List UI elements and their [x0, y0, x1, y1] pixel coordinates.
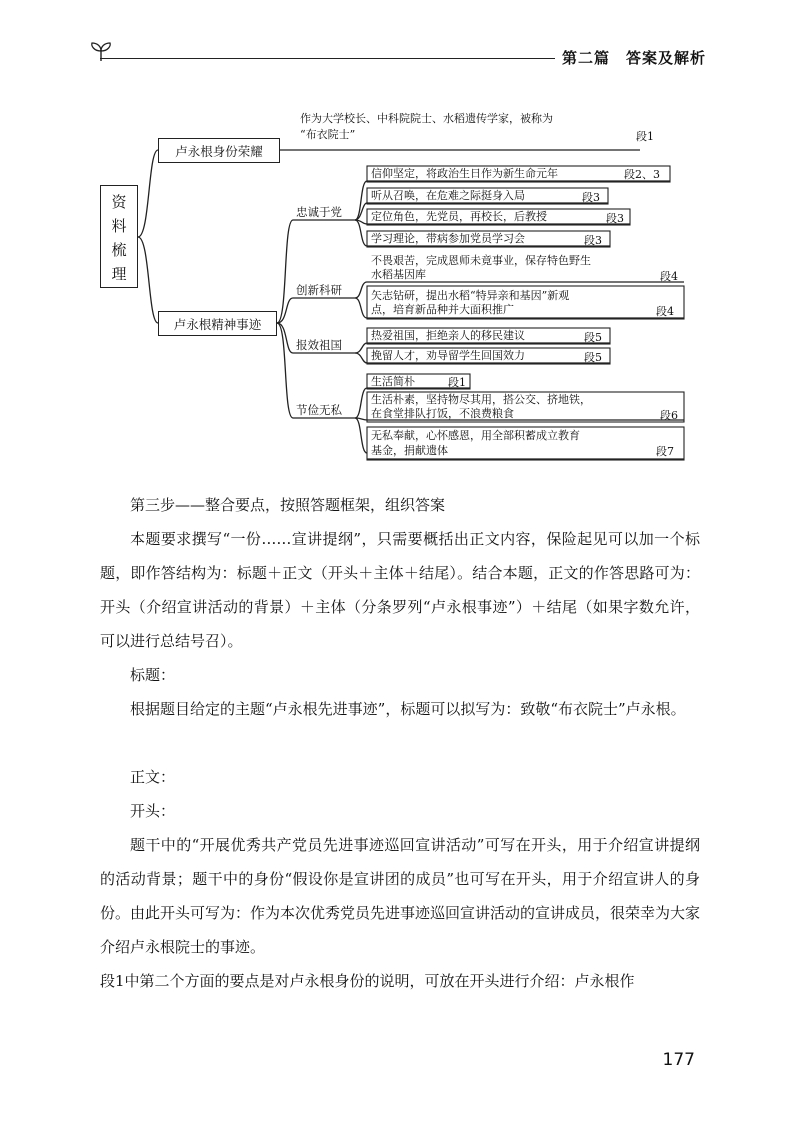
branch-identity-leaf-line2: “布衣院士” [300, 128, 356, 141]
label-title [100, 658, 700, 692]
section-header: 第二篇 答案及解析 [562, 49, 707, 67]
loyalty-item-1-tag: 段2、3 [624, 168, 660, 181]
patriotism-item-2-tag: 段5 [584, 351, 602, 364]
innovation-item-1-line2: 水稻基因库 [371, 268, 426, 281]
paragraph-4 [100, 964, 700, 998]
label-title-text: 标题： [130, 666, 176, 684]
loyalty-item-3: 定位角色，先党员，再校长，后教授 [371, 210, 547, 223]
paragraph-2 [100, 692, 700, 726]
category-frugality: 节俭无私 [296, 403, 342, 417]
loyalty-item-2-tag: 段3 [582, 191, 600, 204]
label-opening-text: 开头： [130, 802, 176, 820]
frugality-item-2-line1: 生活朴素，坚持物尽其用，搭公交、挤地铁， [371, 393, 591, 406]
paragraph-3 [100, 828, 700, 964]
paragraph-1 [100, 522, 700, 658]
paragraph-2-text: 根据题目给定的主题“卢永根先进事迹”，标题可以拟写为：致敬“布衣院士”卢永根。 [130, 700, 686, 718]
innovation-item-2-tag: 段4 [656, 305, 674, 318]
loyalty-item-1: 信仰坚定，将政治生日作为新生命元年 [371, 167, 558, 180]
innovation-item-1-tag: 段4 [660, 270, 678, 283]
step-heading [100, 488, 700, 522]
category-loyalty: 忠诚于党 [296, 205, 342, 219]
branch-deeds-label: 卢永根精神事迹 [173, 316, 262, 332]
frugality-item-1: 生活简朴 [371, 375, 415, 388]
mindmap-branch-identity [158, 138, 280, 163]
category-patriotism: 报效祖国 [296, 338, 342, 352]
mindmap-root [100, 185, 138, 288]
loyalty-item-4-tag: 段3 [584, 234, 602, 247]
paragraph-1-text: 本题要求撰写“一份……宣讲提纲”，只需要概括出正文内容，保险起见可以加一个标题，即作答结构为：标题＋正文（开头＋主体＋结尾）。结合本题，正文的作答思路可为：开头（介绍宣讲活动的背景）＋主体（分条罗列“卢永根事迹”）＋结尾（如果字数允许，可以进行总结号召）。 [100, 530, 700, 650]
paragraph-4-text: 段1中第二个方面的要点是对卢永根身份的说明，可放在开头进行介绍：卢永根作 [100, 972, 635, 990]
innovation-item-2-line2: 点，培育新品种并大面积推广 [371, 303, 514, 316]
innovation-item-2-line1: 矢志钻研，提出水稻“特异亲和基因”新观 [371, 289, 570, 302]
paragraph-3-text: 题干中的“开展优秀共产党员先进事迹巡回宣讲活动”可写在开头，用于介绍宣讲提纲的活动背景；题干中的身份“假设你是宣讲团的成员”也可写在开头，用于介绍宣讲人的身份。由此开头可写为：作为本次优秀党员先进事迹巡回宣讲活动的宣讲成员，很荣幸为大家介绍卢永根院士的事迹。 [100, 836, 701, 956]
patriotism-item-1-tag: 段5 [584, 331, 602, 344]
label-body [100, 760, 700, 794]
branch-identity-tag: 段1 [636, 130, 654, 143]
frugality-item-3-tag: 段7 [656, 445, 674, 458]
frugality-item-1-tag: 段1 [448, 376, 466, 389]
patriotism-item-2: 挽留人才，劝导留学生回国效力 [371, 349, 525, 362]
page-number: 177 [662, 1050, 695, 1070]
mindmap-root-label: 资料梳理 [111, 193, 127, 283]
mindmap-branch-deeds [158, 311, 277, 336]
loyalty-item-3-tag: 段3 [606, 212, 624, 225]
innovation-item-1-line1: 不畏艰苦，完成恩师未竟事业，保存特色野生 [371, 254, 591, 267]
step-heading-text: 第三步——整合要点，按照答题框架，组织答案 [130, 496, 446, 514]
label-opening [100, 794, 700, 828]
frugality-item-3-line2: 基金，捐献遗体 [371, 444, 448, 457]
label-body-text: 正文： [130, 768, 176, 786]
frugality-item-2-line2: 在食堂排队打饭，不浪费粮食 [371, 407, 514, 420]
frugality-item-3-line1: 无私奉献，心怀感恩，用全部积蓄成立教育 [371, 429, 580, 442]
frugality-item-2-tag: 段6 [660, 409, 678, 422]
loyalty-item-4: 学习理论，带病参加党员学习会 [371, 232, 525, 245]
category-innovation: 创新科研 [296, 283, 342, 297]
branch-identity-leaf-line1: 作为大学校长、中科院院士、水稻遗传学家，被称为 [300, 112, 553, 125]
loyalty-item-2: 听从召唤，在危难之际挺身入局 [371, 189, 525, 202]
patriotism-item-1: 热爱祖国，拒绝亲人的移民建议 [371, 329, 525, 342]
branch-identity-label: 卢永根身份荣耀 [175, 143, 263, 159]
